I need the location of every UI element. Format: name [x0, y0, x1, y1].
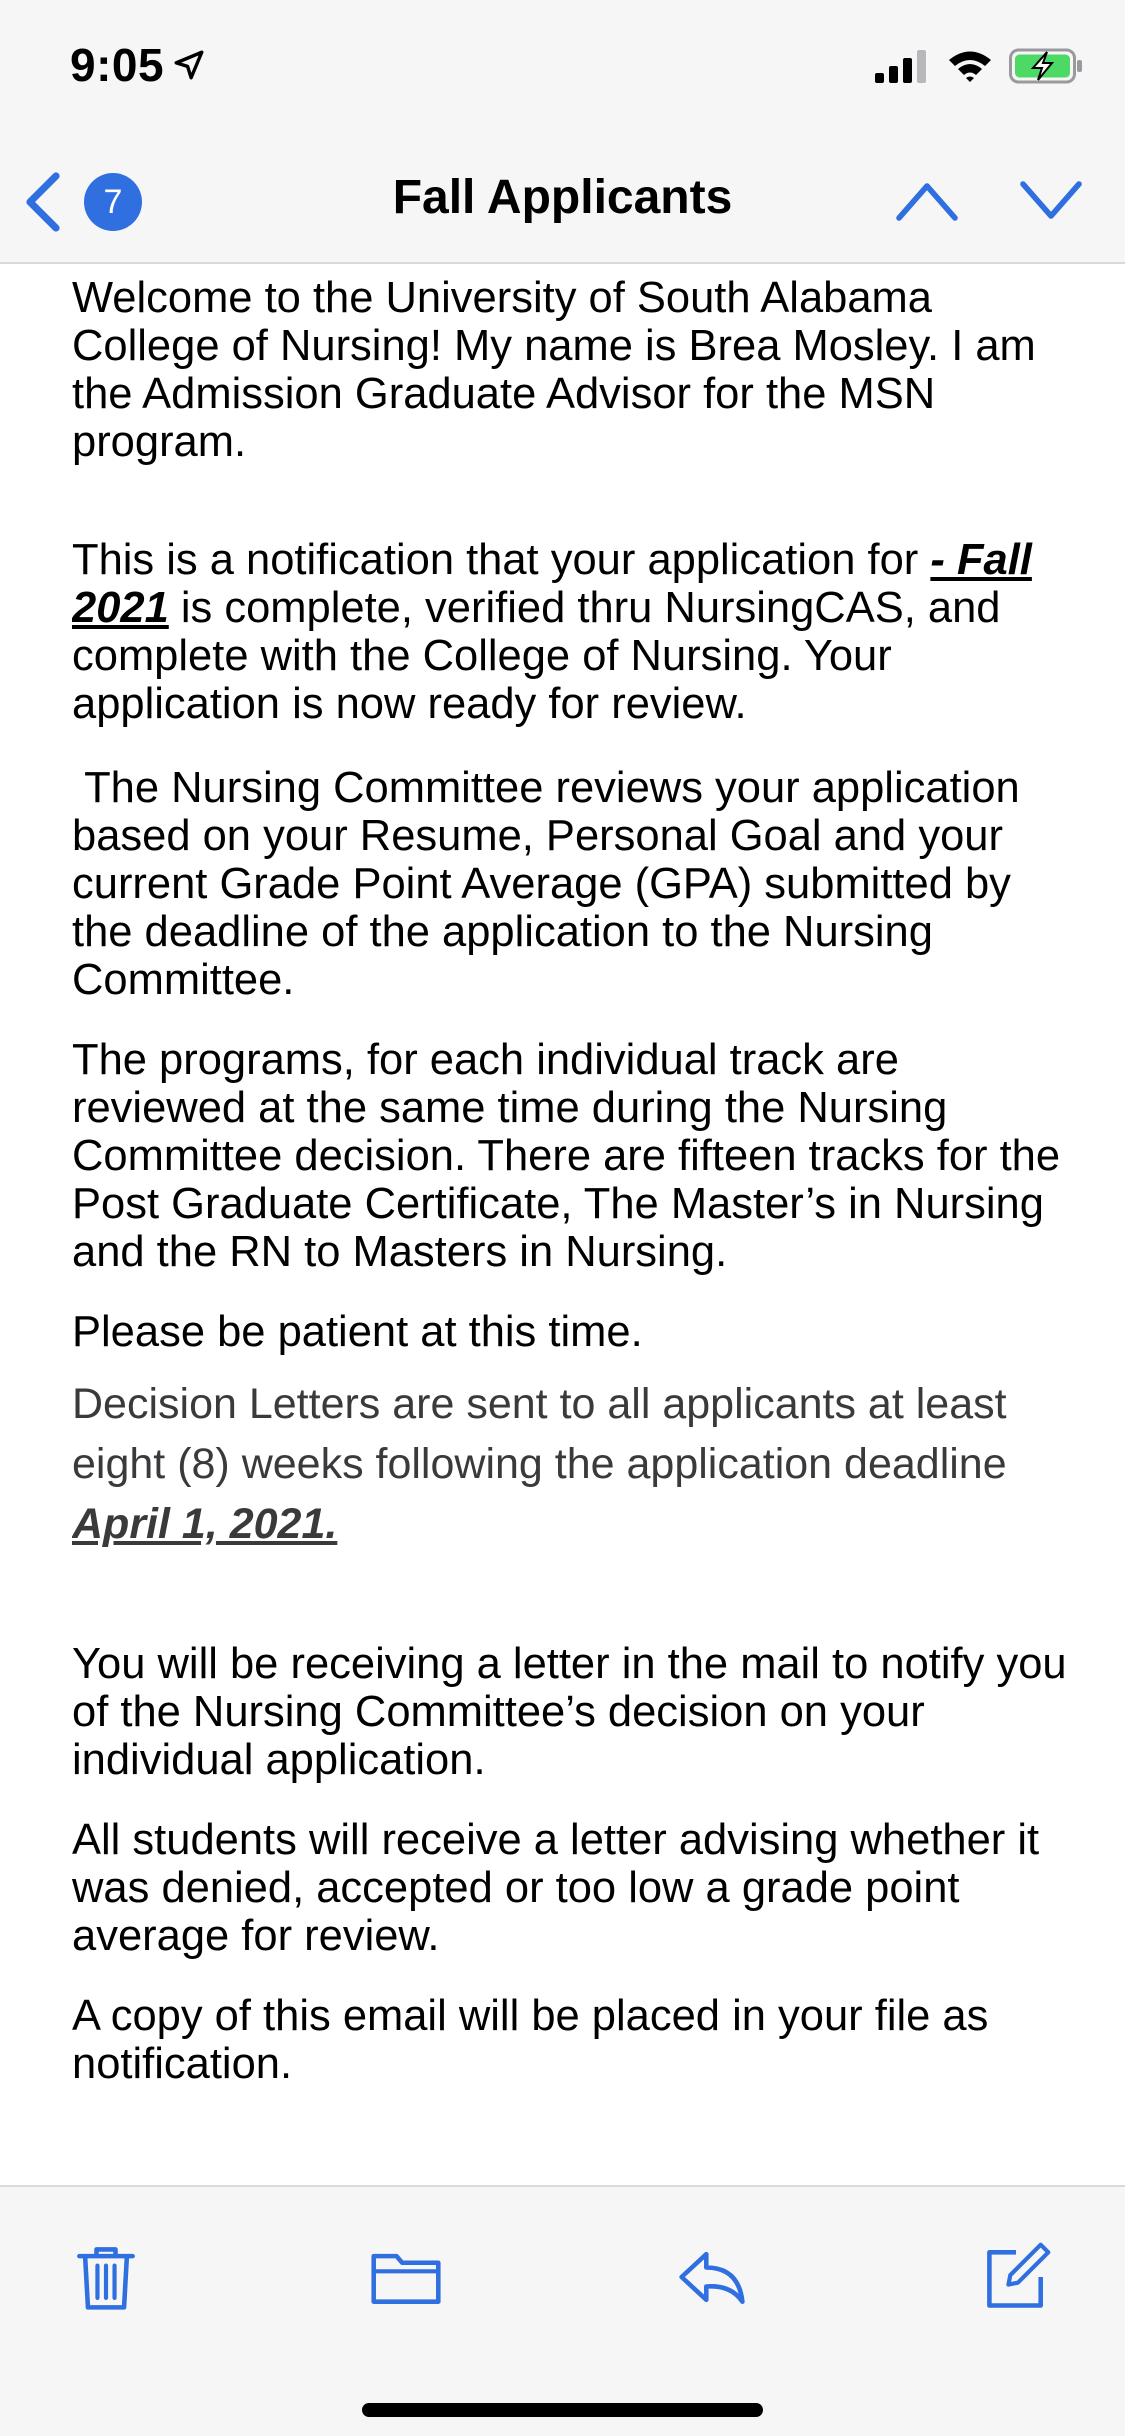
status-time: 9:05	[70, 39, 165, 91]
notification-text-start: This is a notification that your application for	[72, 536, 931, 584]
paragraph-copy-notice: A copy of this email will be placed in your file as notification.	[72, 1992, 989, 2088]
compose-button[interactable]	[976, 2237, 1056, 2317]
reply-button[interactable]	[672, 2237, 752, 2317]
wifi-icon	[947, 49, 993, 83]
page-title: Fall Applicants	[392, 171, 733, 224]
compose-icon	[978, 2239, 1054, 2315]
application-term: - Fall 2021	[72, 536, 1032, 632]
paragraph-programs: The programs, for each individual track are reviewed at the same time during the Nursing Committee decision. There are fifteen tracks for the Post Graduate Certificate, The Master’s in Nursing and the RN to Masters in Nursing.	[72, 1036, 1061, 1276]
paragraph-patience: Please be patient at this time.	[72, 1308, 643, 1356]
notification-text-end: is complete, verified thru NursingCAS, and complete with the College of Nursing. Your application is now ready for review.	[72, 584, 1001, 728]
paragraph-notification	[72, 536, 1072, 728]
paragraph-committee-review: The Nursing Committee reviews your application based on your Resume, Personal Goal and your current Grade Point Average (GPA) submitted by the deadline of the application to the Nursing Committee.	[72, 764, 1020, 1004]
paragraph-letter-mail: You will be receiving a letter in the mail to notify you of the Nursing Committee’s decision on your individual application.	[72, 1640, 1067, 1784]
deadline-date: April 1, 2021.	[72, 1500, 338, 1548]
folder-icon	[368, 2239, 444, 2315]
decision-text: Decision Letters are sent to all applicants at least eight (8) weeks following the application deadline	[72, 1380, 1007, 1488]
chevron-up-icon[interactable]	[893, 174, 961, 226]
unread-count-badge: 7	[84, 173, 142, 231]
paragraph-all-students: All students will receive a letter advising whether it was denied, accepted or too low a grade point average for review.	[72, 1816, 1040, 1960]
chevron-down-icon[interactable]	[1017, 174, 1085, 226]
reply-icon	[674, 2239, 750, 2315]
status-time-group	[70, 38, 206, 92]
trash-icon	[68, 2239, 144, 2315]
email-body	[72, 270, 1072, 2185]
home-indicator[interactable]	[362, 2403, 763, 2417]
status-indicators	[875, 48, 1083, 84]
location-arrow-icon	[172, 48, 206, 82]
paragraph-decision-letters	[72, 1374, 1072, 1554]
trash-button[interactable]	[66, 2237, 146, 2317]
paragraph-welcome: Welcome to the University of South Alabama College of Nursing! My name is Brea Mosley. I am the Admission Graduate Advisor for the MSN program.	[72, 274, 1036, 466]
bottom-toolbar	[0, 2185, 1125, 2436]
message-navigation	[893, 174, 1085, 226]
status-bar	[0, 0, 1125, 140]
navigation-bar	[0, 140, 1125, 264]
cellular-signal-icon	[875, 49, 931, 83]
move-folder-button[interactable]	[366, 2237, 446, 2317]
battery-charging-icon	[1009, 48, 1083, 84]
